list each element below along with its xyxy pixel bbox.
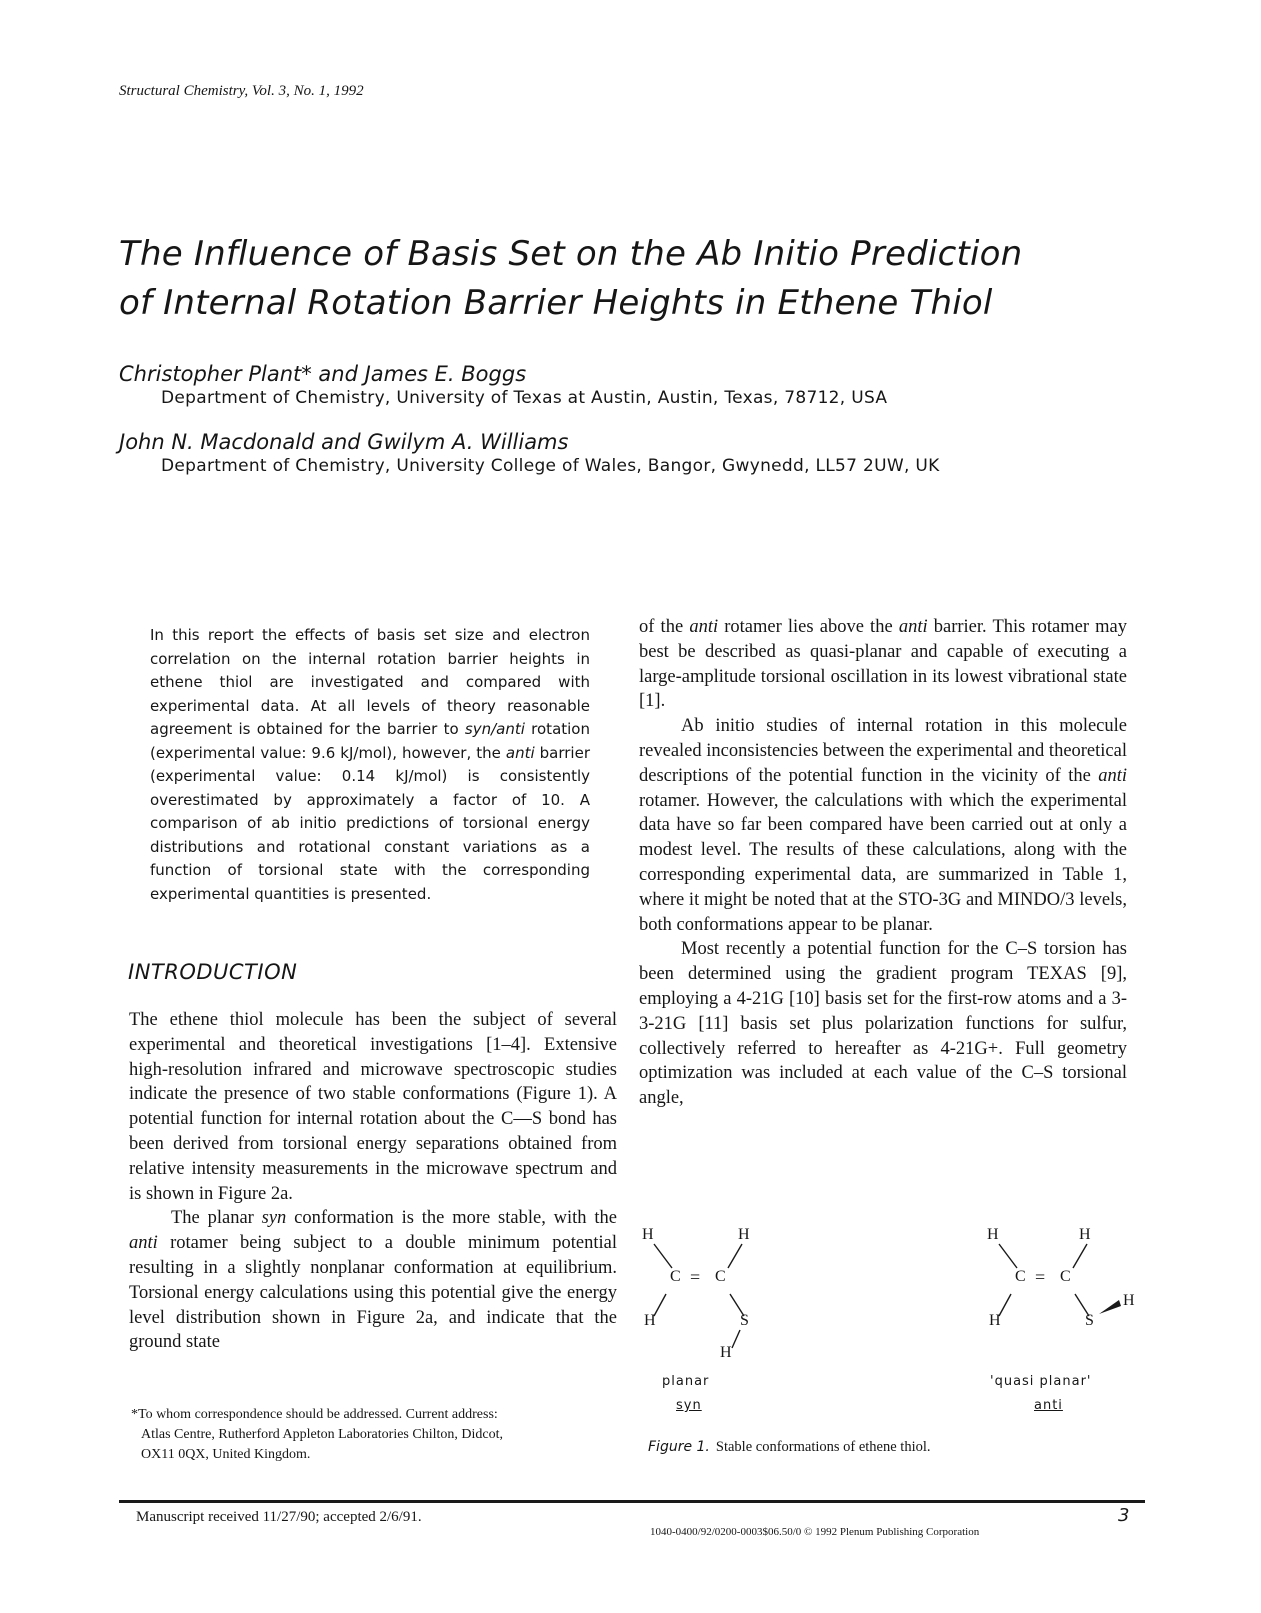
anti-double-bond: =: [1035, 1267, 1046, 1287]
intro-paragraph-1: The ethene thiol molecule has been the subject of several experimental and theoretical investigations [1–4]. Extensive high-resolution infrared and microwave spectroscopic studies indicate the presence of two stable conformations (Figure 1). A potential function for internal rotation about the C—S bond has been derived from torsional energy separations obtained from relative intensity measurements in the microwave spectrum and is shown in Figure 2a.: [129, 1010, 617, 1204]
figure-label-anti: anti: [1034, 1398, 1063, 1413]
footnote-line-1: *To whom correspondence should be addressed. Current address:: [131, 1407, 498, 1422]
anti-atom-h1: H: [987, 1226, 999, 1243]
anti-atom-h4: H: [1123, 1292, 1135, 1309]
syn-double-bond: =: [690, 1267, 701, 1287]
intro-text-left: [129, 1008, 617, 1355]
footer-rule: [119, 1500, 1145, 1503]
figure-label-syn: syn: [676, 1398, 702, 1413]
title-line-2: of Internal Rotation Barrier Heights in Ethene Thiol: [119, 283, 993, 323]
anti-atom-s: S: [1085, 1312, 1094, 1329]
anti-atom-h2: H: [1079, 1226, 1091, 1243]
copyright-line: 1040-0400/92/0200-0003$06.50/0 © 1992 Plenum Publishing Corporation: [650, 1526, 980, 1538]
figure-caption-label: Figure 1.: [648, 1439, 710, 1455]
footnote-line-3: OX11 0QX, United Kingdom.: [141, 1447, 311, 1462]
affiliation-2: Department of Chemistry, University College of Wales, Bangor, Gwynedd, LL57 2UW, UK: [161, 456, 940, 476]
footnote: [131, 1405, 621, 1465]
syn-atom-h3: H: [644, 1312, 656, 1329]
syn-atom-h1: H: [642, 1226, 654, 1243]
footnote-line-2: Atlas Centre, Rutherford Appleton Laboratories Chilton, Didcot,: [141, 1427, 503, 1442]
title-line-1: The Influence of Basis Set on the Ab Initio Prediction: [119, 234, 1023, 274]
abstract: In this report the effects of basis set size and electron correlation on the internal rotation barrier heights in ethene thiol are investigated and compared with experimental data. At all levels of theory reasonable agreement is obtained for the barrier to syn/anti rotation (experimental value: 9.6 kJ/mol), however, the anti barrier (experimental value: 0.14 kJ/mol) is consistently overestimated by approximately a factor of 10. A comparison of ab initio predictions of torsional energy distributions and rotational constant variations as a function of torsional state with the corresponding experimental quantities is presented.: [150, 626, 590, 903]
right-paragraph-2: Ab initio studies of internal rotation in this molecule revealed inconsistencies between the experimental and theoretical descriptions of the potential function in the vicinity of the anti rotamer. However, the calculations with which the experimental data have so far been compared have been carried out at only a modest level. The results of these calculations, along with the corresponding experimental data, are summarized in Table 1, where it might be noted that at the STO-3G and MINDO/3 levels, both conformations appear to be planar.: [639, 716, 1127, 935]
manuscript-received: Manuscript received 11/27/90; accepted 2/6/91.: [136, 1509, 422, 1525]
syn-atom-c2: C: [715, 1268, 726, 1285]
page-number: 3: [1118, 1505, 1130, 1526]
right-paragraph-1: of the anti rotamer lies above the anti barrier. This rotamer may best be described as quasi-planar and capable of executing a large-amplitude torsional oscillation in its lowest vibrational state [1].: [639, 617, 1127, 712]
figure-label-planar: planar: [662, 1374, 710, 1389]
authors-group-2: John N. Macdonald and Gwilym A. Williams: [119, 430, 569, 454]
figure-caption-text: Stable conformations of ethene thiol.: [715, 1439, 931, 1455]
journal-header: Structural Chemistry, Vol. 3, No. 1, 1992: [119, 83, 364, 99]
figure-syn-molecule: [630, 1220, 780, 1370]
figure-label-quasi-planar: 'quasi planar': [990, 1374, 1092, 1389]
authors-group-1: Christopher Plant* and James E. Boggs: [119, 362, 527, 386]
text-right-column: [639, 615, 1127, 1111]
syn-atom-h4: H: [720, 1344, 732, 1361]
affiliation-1: Department of Chemistry, University of Texas at Austin, Austin, Texas, 78712, USA: [161, 388, 888, 408]
section-heading-introduction: INTRODUCTION: [128, 960, 298, 984]
right-paragraph-3: Most recently a potential function for the C–S torsion has been determined using the gradient program TEXAS [9], employing a 4-21G [10] basis set for the first-row atoms and a 3-3-21G [11] basis set plus polarization functions for sulfur, collectively referred to hereafter as 4-21G+. Full geometry optimization was included at each value of the C–S torsional angle,: [639, 939, 1127, 1109]
syn-atom-h2: H: [738, 1226, 750, 1243]
syn-atom-c1: C: [670, 1268, 681, 1285]
anti-atom-c1: C: [1015, 1268, 1026, 1285]
anti-atom-h3: H: [989, 1312, 1001, 1329]
syn-atom-s: S: [740, 1312, 749, 1329]
paper-title: [119, 230, 1199, 328]
figure-anti-molecule: [975, 1220, 1145, 1340]
figure-caption: [648, 1439, 931, 1456]
intro-paragraph-2: The planar syn conformation is the more stable, with the anti rotamer being subject to a double minimum potential resulting in a slightly nonplanar conformation at equilibrium. Torsional energy calculations using this potential give the energy level distribution shown in Figure 2a, and indicate that the ground state: [129, 1208, 617, 1353]
anti-atom-c2: C: [1060, 1268, 1071, 1285]
